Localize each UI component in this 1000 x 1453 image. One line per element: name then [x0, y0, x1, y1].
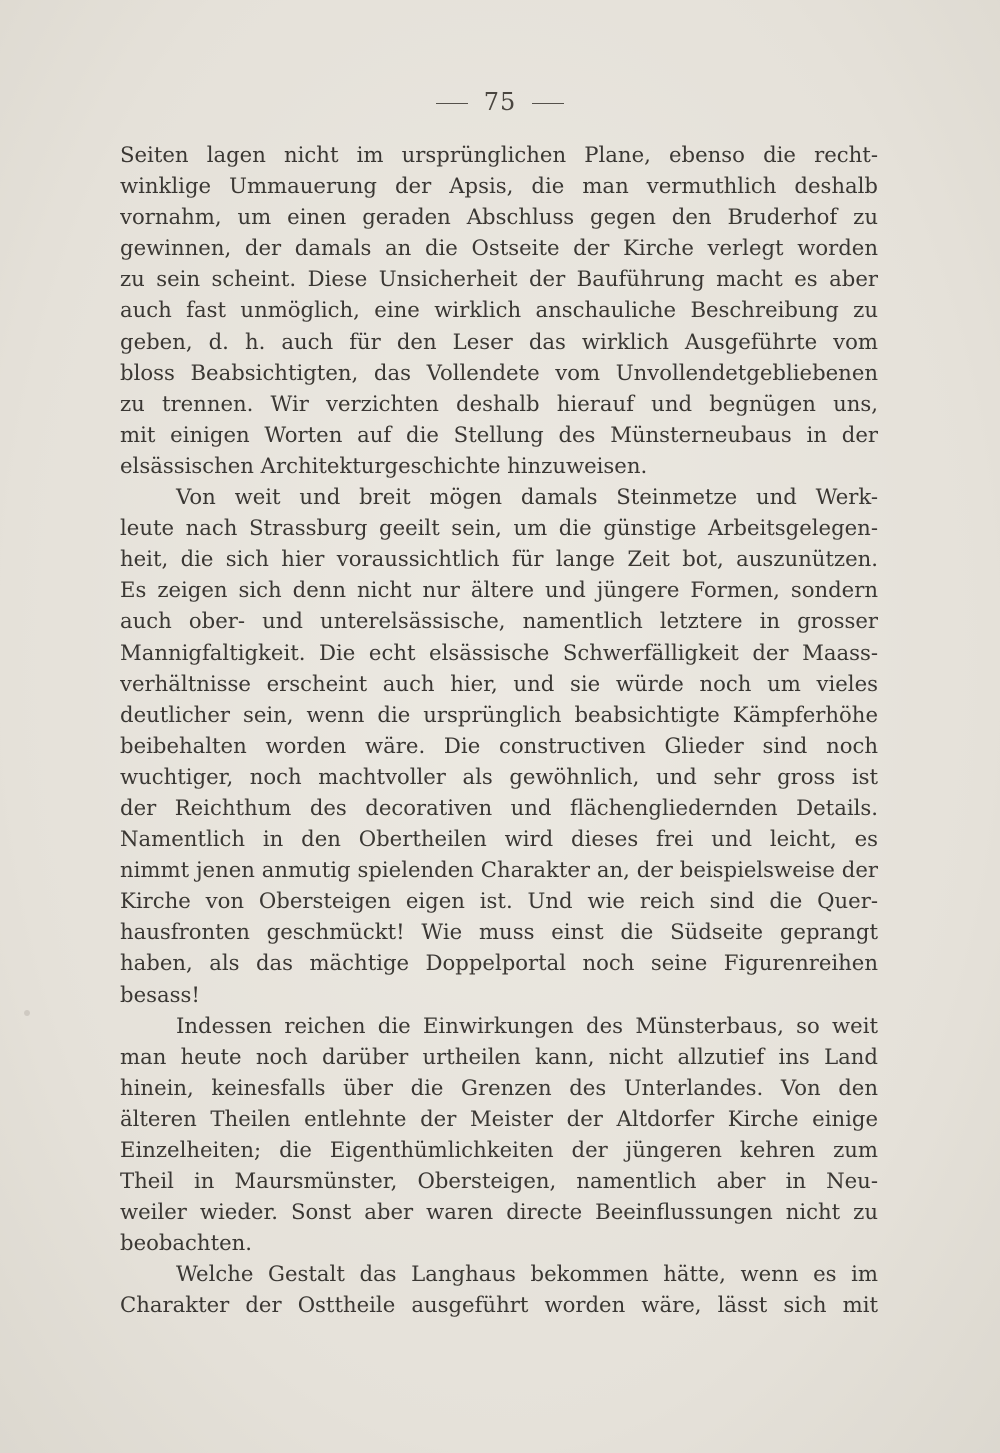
text-line: Mannigfaltigkeit. Die echt elsässische Schwerfälligkeit der Maass- [120, 639, 878, 665]
text-line: auch ober- und unterelsässische, namentlich letztere in grosser [120, 608, 878, 634]
text-line: Charakter der Osttheile ausgeführt worden wäre, lässt sich mit [120, 1292, 878, 1318]
text-line: Indessen reichen die Einwirkungen des Münsterbaus, so weit [176, 1012, 878, 1038]
text-line: mit einigen Worten auf die Stellung des Münsterneubaus in der [120, 421, 878, 447]
text-line: bloss Beabsichtigten, das Vollendete vom Unvollendetgebliebenen [120, 359, 878, 385]
text-line: auch fast unmöglich, eine wirklich anschauliche Beschreibung zu [120, 297, 878, 323]
text-line: winklige Ummauerung der Apsis, die man vermuthlich deshalb [120, 173, 878, 199]
text-line: älteren Theilen entlehnte der Meister der Altdorfer Kirche einige [120, 1105, 878, 1131]
page-number-dash-left [436, 103, 468, 104]
text-line: Seiten lagen nicht im ursprünglichen Plane, ebenso die recht- [120, 142, 878, 167]
text-line: man heute noch darüber urtheilen kann, nicht allzutief ins Land [120, 1043, 878, 1069]
text-line: vornahm, um einen geraden Abschluss gegen den Bruderhof zu [120, 204, 878, 230]
text-line: nimmt jenen anmutig spielenden Charakter an, der beispielsweise der [120, 857, 878, 883]
text-line: weiler wieder. Sonst aber waren directe Beeinflussungen nicht zu [120, 1199, 878, 1225]
text-line: leute nach Strassburg geeilt sein, um die günstige Arbeitsgelegen- [120, 515, 878, 541]
text-line: elsässischen Architekturgeschichte hinzuweisen. [120, 452, 648, 478]
text-line: Welche Gestalt das Langhaus bekommen hätte, wenn es im [176, 1261, 878, 1287]
text-line: Namentlich in den Obertheilen wird dieses frei und leicht, es [120, 826, 878, 852]
text-line: Einzelheiten; die Eigenthümlichkeiten der jüngeren kehren zum [120, 1137, 878, 1162]
text-line: zu sein scheint. Diese Unsicherheit der Bauführung macht es aber [120, 266, 878, 292]
text-line: geben, d. h. auch für den Leser das wirklich Ausgeführte vom [120, 328, 878, 354]
paper-speck [24, 1010, 30, 1016]
text-line: hausfronten geschmückt! Wie muss einst die Südseite geprangt [120, 919, 878, 945]
text-line: Es zeigen sich denn nicht nur ältere und jüngere Formen, sondern [120, 577, 878, 603]
text-line: beobachten. [120, 1230, 252, 1256]
text-line: deutlicher sein, wenn die ursprünglich beabsichtigte Kämpferhöhe [120, 701, 878, 727]
text-line: gewinnen, der damals an die Ostseite der Kirche verlegt worden [120, 235, 878, 261]
text-line: wuchtiger, noch machtvoller als gewöhnlich, und sehr gross ist [120, 763, 878, 789]
text-line: Kirche von Obersteigen eigen ist. Und wie reich sind die Quer- [120, 888, 878, 914]
text-line: heit, die sich hier voraussichtlich für lange Zeit bot, auszunützen. [120, 546, 878, 572]
text-line: Von weit und breit mögen damals Steinmetze und Werk- [176, 484, 878, 510]
page-number-value: 75 [483, 88, 517, 116]
text-line: verhältnisse erscheint auch hier, und sie würde noch um vieles [120, 670, 878, 696]
text-line: Theil in Maursmünster, Obersteigen, namentlich aber in Neu- [120, 1168, 878, 1194]
page-number-dash-right [532, 103, 564, 104]
body-text [120, 139, 878, 1321]
text-line: haben, als das mächtige Doppelportal noch seine Figurenreihen [120, 950, 878, 976]
text-line: hinein, keinesfalls über die Grenzen des Unterlandes. Von den [120, 1074, 878, 1100]
text-line: der Reichthum des decorativen und flächengliedernden Details. [120, 794, 878, 820]
text-line: beibehalten worden wäre. Die constructiven Glieder sind noch [120, 732, 878, 758]
text-line: besass! [120, 981, 200, 1007]
text-line: zu trennen. Wir verzichten deshalb hierauf und begnügen uns, [120, 390, 878, 416]
page-number [0, 88, 1000, 116]
